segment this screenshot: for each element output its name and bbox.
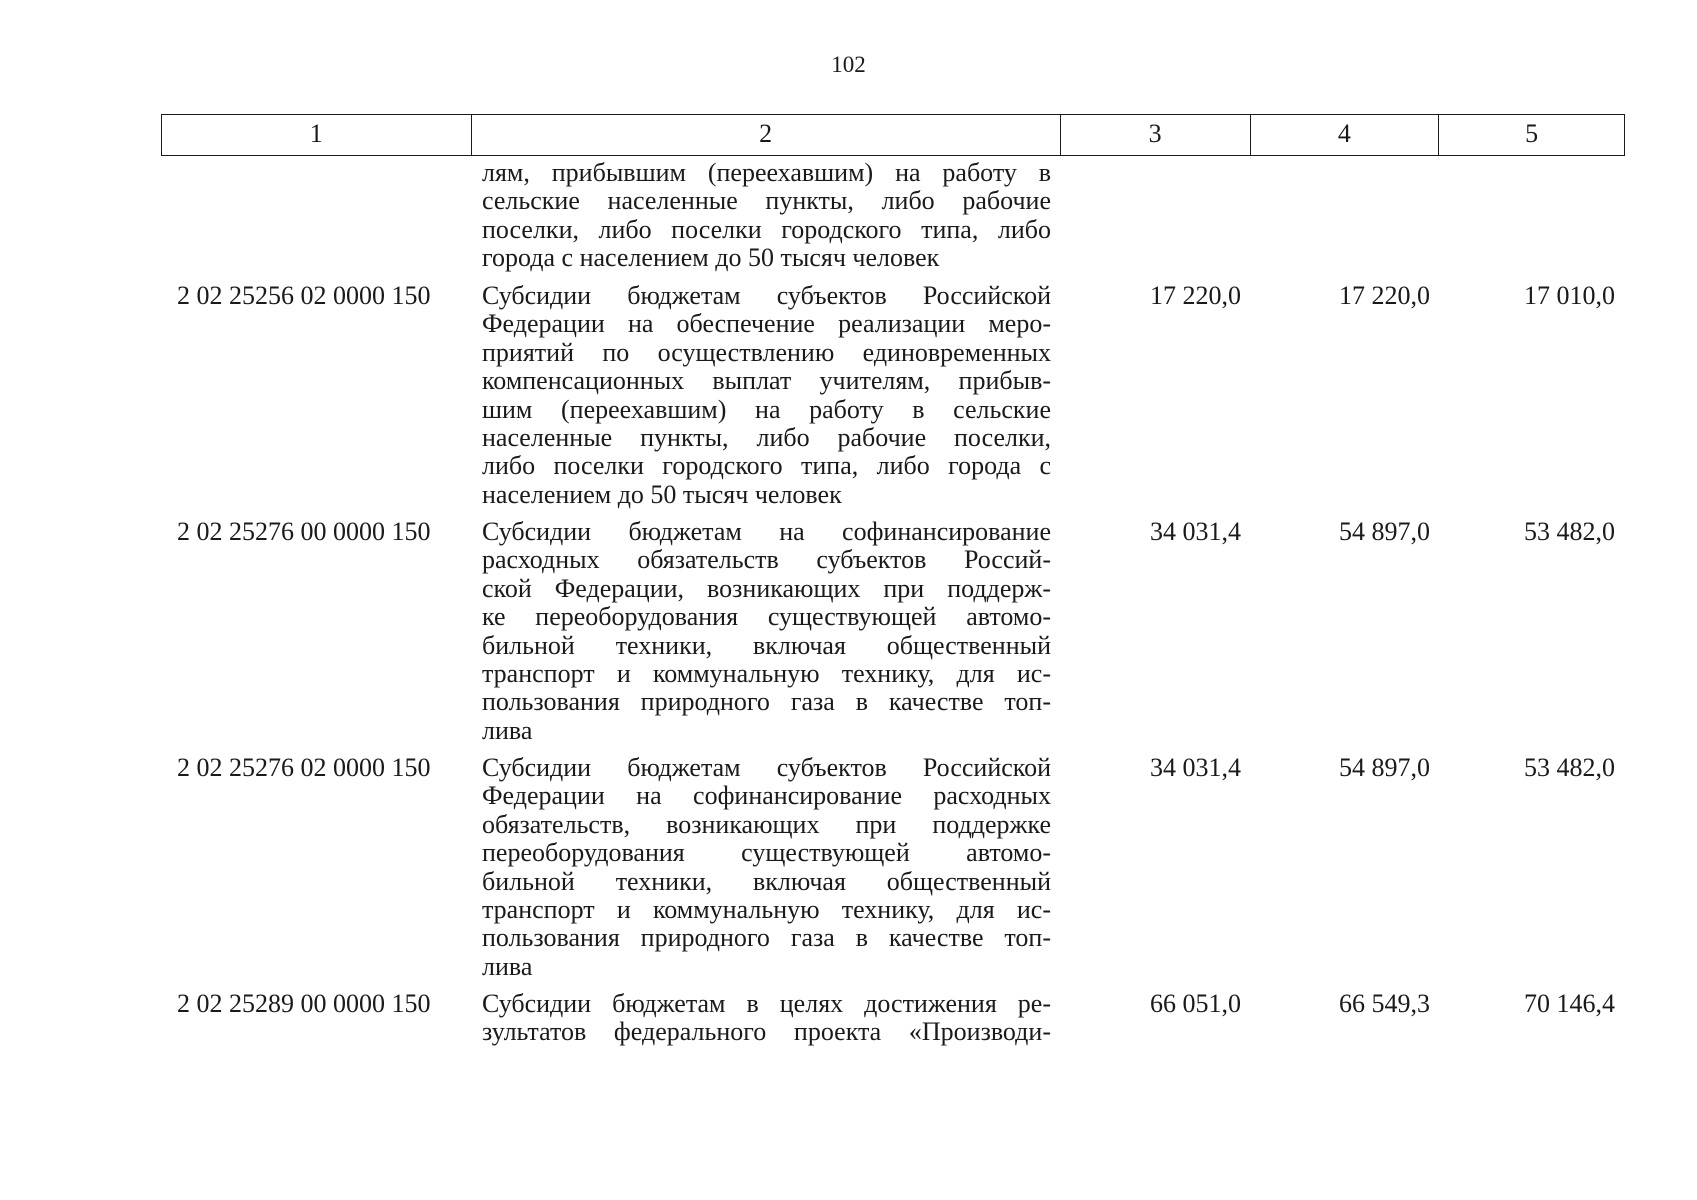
row-description xyxy=(471,282,1061,518)
row-code xyxy=(161,159,471,282)
description-line: ке переоборудования существующей автомо- xyxy=(482,603,1051,632)
value-col-5 xyxy=(1440,159,1625,282)
value-col-4: 66 549,3 xyxy=(1339,989,1430,1018)
description-line: пользования природного газа в качестве топ- xyxy=(482,688,1051,717)
table-row xyxy=(161,282,1625,518)
row-description xyxy=(471,990,1061,1050)
column-header-3: 3 xyxy=(1061,115,1251,155)
value-col-5: 53 482,0 xyxy=(1524,753,1615,782)
row-code: 2 02 25276 02 0000 150 xyxy=(177,753,431,782)
description-line: приятий по осуществлению единовременных xyxy=(482,338,1051,367)
description-line: лива xyxy=(482,952,533,981)
description-line: обязательств, возникающих при поддержке xyxy=(482,810,1051,839)
description-line: города с населением до 50 тысяч человек xyxy=(482,244,940,273)
value-col-5: 17 010,0 xyxy=(1524,281,1615,310)
value-col-3: 66 051,0 xyxy=(1150,989,1241,1018)
table-row xyxy=(161,754,1625,990)
value-col-5: 70 146,4 xyxy=(1524,989,1615,1018)
description-line: Субсидии бюджетам субъектов Российской xyxy=(482,282,1051,310)
table-row xyxy=(161,990,1625,1050)
description-line: либо поселки городского типа, либо города с xyxy=(482,452,1051,481)
value-col-3: 34 031,4 xyxy=(1150,753,1241,782)
row-code: 2 02 25289 00 0000 150 xyxy=(177,989,431,1018)
value-col-3: 34 031,4 xyxy=(1150,517,1241,546)
value-col-4: 54 897,0 xyxy=(1339,517,1430,546)
row-description xyxy=(471,159,1061,282)
description-line: ской Федерации, возникающих при поддерж- xyxy=(482,574,1051,603)
description-line: бильной техники, включая общественный xyxy=(482,867,1051,896)
table-row xyxy=(161,518,1625,754)
description-line: Федерации на обеспечение реализации меро- xyxy=(482,310,1051,339)
value-col-3: 17 220,0 xyxy=(1150,281,1241,310)
column-header-5: 5 xyxy=(1525,119,1539,148)
value-col-3 xyxy=(1061,159,1251,282)
column-header-4: 4 xyxy=(1251,115,1440,155)
value-col-5: 53 482,0 xyxy=(1524,517,1615,546)
table-row xyxy=(161,159,1625,282)
row-description xyxy=(471,754,1061,990)
description-line: транспорт и коммунальную технику, для ис- xyxy=(482,896,1051,925)
description-line: Субсидии бюджетам субъектов Российской xyxy=(482,754,1051,782)
column-header-1: 1 xyxy=(162,115,472,155)
description-line: пользования природного газа в качестве топ- xyxy=(482,924,1051,953)
description-line: лям, прибывшим (переехавшим) на работу в xyxy=(482,159,1051,187)
description-line: населением до 50 тысяч человек xyxy=(482,480,842,509)
value-col-4 xyxy=(1251,159,1440,282)
description-line: поселки, либо поселки городского типа, либо xyxy=(482,215,1051,244)
value-col-4: 17 220,0 xyxy=(1339,281,1430,310)
value-col-4: 54 897,0 xyxy=(1339,753,1430,782)
row-code: 2 02 25256 02 0000 150 xyxy=(177,281,431,310)
description-line: шим (переехавшим) на работу в сельские xyxy=(482,395,1051,424)
description-line: населенные пункты, либо рабочие поселки, xyxy=(482,424,1051,453)
row-description xyxy=(471,518,1061,754)
description-line: переоборудования существующей автомо- xyxy=(482,839,1051,868)
description-line: лива xyxy=(482,716,533,745)
description-line: транспорт и коммунальную технику, для ис- xyxy=(482,660,1051,689)
description-line: зультатов федерального проекта «Производи- xyxy=(482,1018,1051,1047)
description-line: бильной техники, включая общественный xyxy=(482,631,1051,660)
row-code: 2 02 25276 00 0000 150 xyxy=(177,517,431,546)
description-line: Субсидии бюджетам в целях достижения ре- xyxy=(482,990,1051,1018)
table-body xyxy=(161,159,1625,1050)
description-line: Федерации на софинансирование расходных xyxy=(482,782,1051,811)
description-line: Субсидии бюджетам на софинансирование xyxy=(482,518,1051,546)
description-line: сельские населенные пункты, либо рабочие xyxy=(482,187,1051,216)
page-number: 102 xyxy=(831,52,866,77)
column-header-2: 2 xyxy=(472,115,1061,155)
description-line: компенсационных выплат учителям, прибыв- xyxy=(482,367,1051,396)
table-header-row xyxy=(161,114,1625,156)
description-line: расходных обязательств субъектов Россий- xyxy=(482,546,1051,575)
